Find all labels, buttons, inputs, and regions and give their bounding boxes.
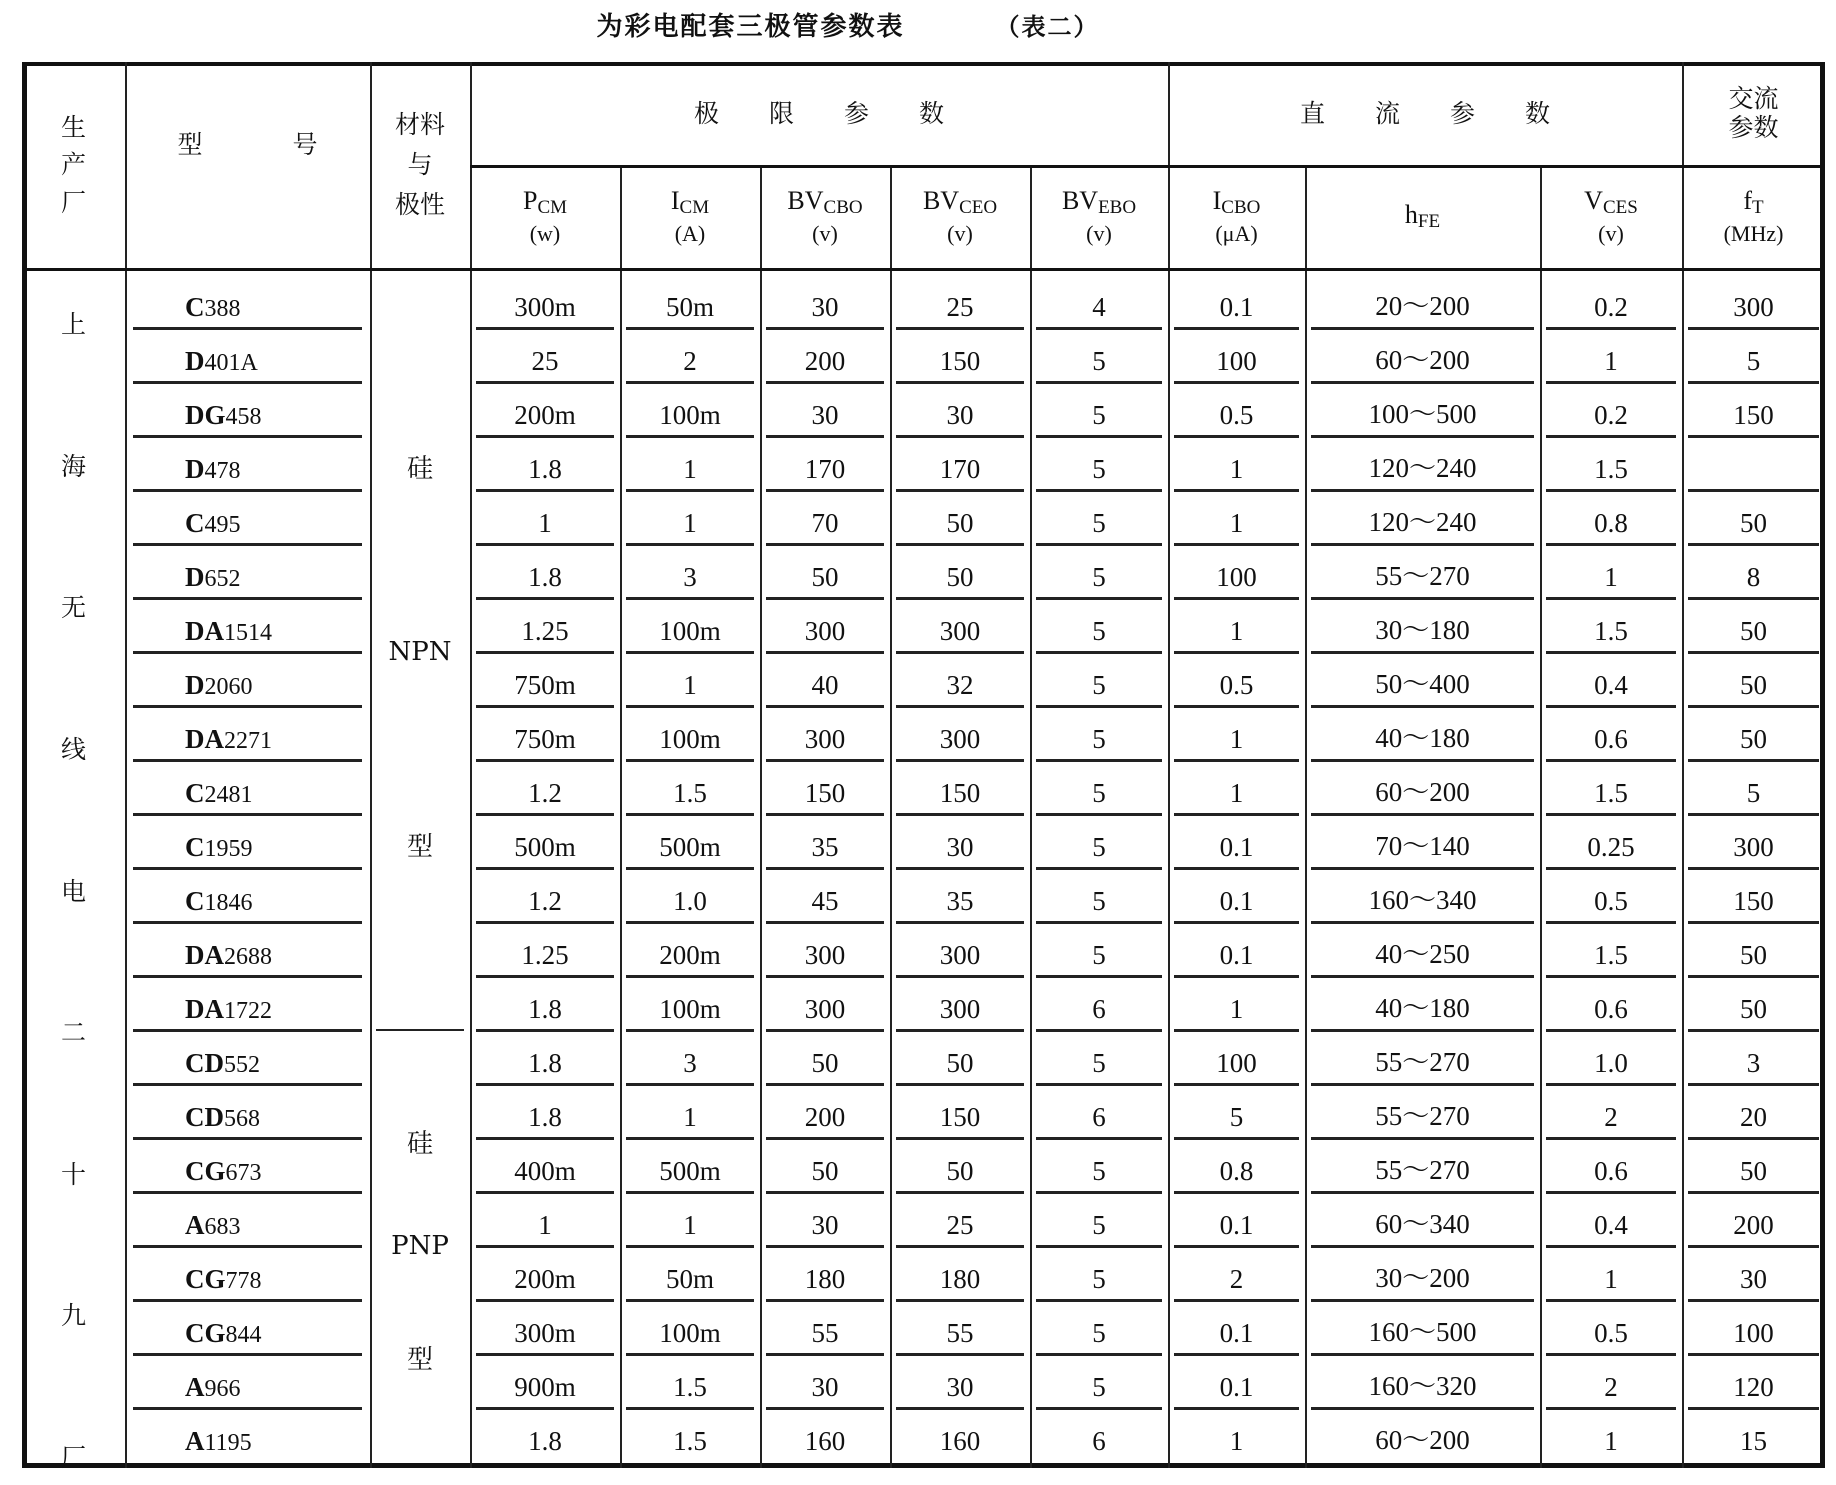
data-cell: 50 (1740, 508, 1767, 538)
material-label (370, 637, 470, 667)
data-cell: 1 (683, 1210, 697, 1240)
data-cell: 1 (683, 454, 697, 484)
header-line: 与 (407, 150, 433, 179)
data-cell: 0.4 (1594, 670, 1628, 700)
data-cell: 5 (1092, 1318, 1106, 1348)
data-cell: 5 (1746, 346, 1761, 376)
data-cell: 70 (811, 508, 839, 538)
data-cell: 60～200 (1375, 345, 1470, 375)
data-cell: 1.5 (673, 1426, 707, 1456)
data-cell: 300 (804, 616, 846, 646)
data-cell: 150 (939, 778, 981, 808)
manufacturer-char: 厂 (60, 1443, 86, 1472)
data-cell: 70～140 (1375, 831, 1470, 861)
data-cell: 300 (939, 940, 981, 970)
model-D478: D 478 (185, 454, 241, 484)
data-cell: 5 (1092, 1048, 1106, 1078)
data-cell: 0.1 (1219, 1210, 1254, 1240)
data-cell: 8 (1746, 562, 1761, 592)
header-col-bvcbo (760, 165, 890, 268)
param-unit: (v) (947, 221, 973, 247)
data-cell: 5 (1092, 346, 1106, 376)
data-cell: 0.5 (1594, 1318, 1628, 1348)
param-unit: (v) (812, 221, 838, 247)
header-col-hfe (1305, 165, 1540, 268)
data-cell: 5 (1092, 778, 1106, 808)
data-cell: 0.4 (1594, 1210, 1628, 1240)
data-cell: 1.8 (528, 1102, 562, 1132)
data-cell: 200 (804, 1102, 846, 1132)
model-D2060: D 2060 (185, 670, 253, 700)
data-cell: 1.0 (673, 886, 707, 916)
param-symbol: $BV_{CEO}$ (922, 186, 998, 219)
header-char: 号 (292, 130, 318, 160)
data-cell: 300m (514, 1318, 576, 1348)
model-A1195: A 1195 (185, 1426, 252, 1456)
data-cell: 150 (939, 346, 981, 376)
model-C1959: C 1959 (185, 832, 253, 862)
model-CG844: CG 844 (185, 1318, 262, 1348)
header-char: 生 (60, 112, 86, 142)
data-cell: 300 (939, 724, 981, 754)
row-divider (376, 1029, 464, 1031)
data-cell: 3 (683, 1048, 697, 1078)
param-symbol: $h_{FE}$ (1404, 200, 1441, 233)
data-cell: 0.2 (1594, 292, 1628, 322)
data-cell: 0.25 (1587, 832, 1635, 862)
material-label (370, 1123, 470, 1160)
data-cell: 300 (804, 724, 846, 754)
data-cell (1682, 437, 1825, 491)
param-symbol: $BV_{CBO}$ (787, 186, 863, 219)
data-cell: 55 (946, 1318, 974, 1348)
data-cell: 50m (665, 1264, 714, 1294)
data-cell: 15 (1740, 1426, 1767, 1456)
data-cell: 35 (946, 886, 974, 916)
header-line: 极性 (394, 190, 445, 219)
data-cell: 150 (804, 778, 846, 808)
data-cell: 1 (683, 1102, 697, 1132)
data-cell: 0.2 (1594, 400, 1628, 430)
data-cell: 100 (1733, 1318, 1774, 1348)
data-cell: 1.2 (528, 778, 562, 808)
manufacturer-char: 二 (60, 1018, 86, 1048)
data-cell: 0.8 (1219, 1156, 1254, 1186)
data-cell: 30～200 (1375, 1263, 1470, 1293)
data-cell: 6 (1092, 1102, 1106, 1132)
model-CD552: CD 552 (185, 1048, 260, 1078)
header-col-pcm (470, 165, 620, 268)
data-cell: 0.1 (1219, 1372, 1254, 1402)
param-unit: (μA) (1215, 221, 1258, 247)
data-cell: 55～270 (1375, 1047, 1470, 1077)
data-cell: 100 (1216, 1048, 1257, 1078)
model-CD568: CD 568 (185, 1102, 260, 1132)
header-manufacturer (22, 62, 125, 268)
data-cell: 25 (531, 346, 559, 376)
data-cell: 0.5 (1219, 400, 1254, 430)
data-cell: 200 (1733, 1210, 1774, 1240)
data-cell: 180 (804, 1264, 846, 1294)
data-cell: 5 (1092, 832, 1106, 862)
data-cell: 5 (1092, 562, 1106, 592)
data-cell: 5 (1092, 940, 1106, 970)
model-D652: D 652 (185, 562, 241, 592)
data-cell: 6 (1092, 994, 1106, 1024)
data-cell: 1 (538, 1210, 552, 1240)
data-cell: 5 (1092, 616, 1106, 646)
data-cell: 1.5 (1594, 778, 1628, 808)
data-cell: 1.2 (528, 886, 562, 916)
model-C388: C 388 (185, 292, 241, 322)
material-text: 硅 (406, 1129, 433, 1159)
material-text: 硅 (406, 454, 433, 484)
data-cell: 1.8 (528, 562, 562, 592)
data-cell: 1.8 (528, 994, 562, 1024)
data-cell: 160～320 (1368, 1371, 1477, 1401)
material-text: 型 (406, 1345, 433, 1375)
data-cell: 300 (939, 616, 981, 646)
data-cell: 1.0 (1594, 1048, 1628, 1078)
data-cell: 32 (946, 670, 974, 700)
data-cell: 300 (1733, 292, 1774, 322)
param-unit: (MHz) (1723, 221, 1784, 247)
material-label (370, 826, 470, 863)
data-cell: 300 (939, 994, 981, 1024)
data-cell: 0.6 (1594, 994, 1628, 1024)
data-cell: 100m (659, 616, 721, 646)
data-cell: 30～180 (1375, 615, 1470, 645)
header-char: 型 (177, 130, 203, 160)
data-cell: 160 (939, 1426, 981, 1456)
model-DA1722: DA 1722 (185, 994, 272, 1024)
data-cell: 1 (1604, 346, 1618, 376)
table-title (0, 6, 1836, 43)
data-cell: 50 (1740, 724, 1767, 754)
data-cell: 1.8 (528, 454, 562, 484)
data-cell: 1 (1604, 1264, 1618, 1294)
data-cell: 2 (683, 346, 697, 376)
data-cell: 5 (1092, 724, 1106, 754)
data-cell: 1 (683, 670, 697, 700)
data-cell: 170 (939, 454, 981, 484)
data-cell: 5 (1092, 1264, 1106, 1294)
data-cell: 5 (1092, 670, 1106, 700)
data-cell: 55～270 (1375, 561, 1470, 591)
data-cell: 1 (538, 508, 552, 538)
data-cell: 750m (514, 670, 576, 700)
data-cell: 1.25 (521, 616, 569, 646)
model-C495: C 495 (185, 508, 241, 538)
data-cell: 20～200 (1375, 291, 1470, 321)
data-cell: 160～500 (1368, 1317, 1477, 1347)
data-cell: 25 (946, 292, 974, 322)
data-cell: 180 (939, 1264, 981, 1294)
data-cell: 50 (811, 1048, 839, 1078)
material-text: 型 (406, 832, 433, 862)
data-cell: 120 (1733, 1372, 1774, 1402)
data-cell: 60～340 (1375, 1209, 1470, 1239)
param-symbol: $BV_{EBO}$ (1061, 186, 1137, 219)
manufacturer-char: 线 (60, 734, 86, 764)
model-C2481: C 2481 (185, 778, 253, 808)
row-divider (22, 268, 1825, 271)
data-cell: 20 (1740, 1102, 1767, 1132)
data-cell: 1.5 (1594, 454, 1628, 484)
data-cell: 1 (1229, 508, 1244, 538)
model-DG458: DG 458 (185, 400, 262, 430)
data-cell: 50 (946, 508, 974, 538)
header-material (370, 62, 470, 268)
data-cell: 30 (946, 400, 974, 430)
data-cell: 1 (1229, 454, 1244, 484)
data-cell: 55～270 (1375, 1101, 1470, 1131)
data-cell: 900m (514, 1372, 576, 1402)
data-cell: 5 (1229, 1102, 1244, 1132)
data-cell: 30 (1740, 1264, 1767, 1294)
data-cell: 30 (811, 1210, 839, 1240)
data-cell: 2 (1604, 1372, 1618, 1402)
model-CG778: CG 778 (185, 1264, 262, 1294)
material-text: NPN (388, 637, 452, 667)
model-DA1514: DA 1514 (185, 616, 272, 646)
data-cell: 55～270 (1375, 1155, 1470, 1185)
header-group-ac (1682, 62, 1825, 165)
header-group-limit: 极 限 参 数 (693, 98, 944, 128)
data-cell: 60～200 (1375, 1425, 1470, 1455)
data-cell: 5 (1092, 1372, 1106, 1402)
data-cell: 100m (659, 994, 721, 1024)
data-cell: 50 (811, 562, 839, 592)
data-cell: 100m (659, 400, 721, 430)
data-cell: 170 (804, 454, 846, 484)
data-cell: 200 (804, 346, 846, 376)
model-A683: A 683 (185, 1210, 241, 1240)
param-symbol: $V_{CES}$ (1584, 186, 1638, 219)
data-cell: 40～180 (1375, 723, 1470, 753)
header-col-icm (620, 165, 760, 268)
param-unit: (A) (674, 221, 706, 247)
data-cell: 1 (1229, 1426, 1244, 1456)
data-cell: 160 (804, 1426, 846, 1456)
data-cell: 500m (659, 1156, 721, 1186)
data-cell: 50 (811, 1156, 839, 1186)
data-cell: 1.5 (673, 1372, 707, 1402)
manufacturer-char: 九 (60, 1301, 86, 1331)
data-cell: 5 (1092, 454, 1106, 484)
header-col-icbo (1168, 165, 1305, 268)
header-line: 材料 (394, 110, 445, 139)
data-cell: 40 (811, 670, 839, 700)
data-cell: 1 (1229, 994, 1244, 1024)
data-cell: 0.1 (1219, 1318, 1254, 1348)
data-cell: 35 (811, 832, 839, 862)
manufacturer-char: 无 (60, 593, 86, 623)
data-cell: 4 (1092, 292, 1106, 322)
data-cell: 2 (1229, 1264, 1244, 1294)
data-cell: 0.6 (1594, 724, 1628, 754)
data-cell: 0.5 (1219, 670, 1254, 700)
header-col-bvebo (1030, 165, 1168, 268)
data-cell: 5 (1092, 400, 1106, 430)
param-unit: (w) (529, 221, 561, 247)
data-cell: 1.5 (673, 778, 707, 808)
material-text: PNP (391, 1231, 449, 1261)
data-cell: 160～340 (1368, 885, 1477, 915)
data-cell: 300 (804, 940, 846, 970)
title-sub: （表二） (995, 13, 1100, 41)
data-cell: 300m (514, 292, 576, 322)
material-label (370, 1231, 470, 1261)
data-cell: 50 (1740, 994, 1767, 1024)
param-unit: (v) (1086, 221, 1112, 247)
data-cell: 120～240 (1368, 507, 1477, 537)
data-cell: 30 (811, 400, 839, 430)
manufacturer-char: 海 (60, 451, 86, 481)
data-cell: 1 (1604, 562, 1618, 592)
data-cell: 2 (1604, 1102, 1618, 1132)
data-cell: 50～400 (1375, 669, 1470, 699)
material-label (370, 448, 470, 485)
data-cell: 50 (1740, 940, 1767, 970)
material-label (370, 1339, 470, 1376)
model-CG673: CG 673 (185, 1156, 262, 1186)
param-symbol: $I_{CM}$ (670, 186, 710, 219)
manufacturer-char: 电 (60, 876, 86, 906)
data-cell: 1 (683, 508, 697, 538)
model-D401A: D 401A (185, 346, 258, 376)
param-unit: (v) (1598, 221, 1624, 247)
data-cell: 30 (946, 832, 974, 862)
data-cell: 500m (659, 832, 721, 862)
header-model (125, 62, 370, 228)
data-cell: 30 (811, 1372, 839, 1402)
data-cell: 150 (1733, 400, 1774, 430)
header-col-ft (1682, 165, 1825, 268)
data-cell: 100～500 (1368, 399, 1477, 429)
data-cell: 100m (659, 724, 721, 754)
data-cell: 1.5 (1594, 940, 1628, 970)
data-cell: 3 (683, 562, 697, 592)
data-cell: 500m (514, 832, 576, 862)
model-A966: A 966 (185, 1372, 241, 1402)
header-col-bvceo (890, 165, 1030, 268)
data-cell: 5 (1092, 508, 1106, 538)
data-cell: 50 (1740, 616, 1767, 646)
data-cell: 5 (1092, 1210, 1106, 1240)
data-cell: 50 (946, 1156, 974, 1186)
data-cell: 0.1 (1219, 940, 1254, 970)
data-cell: 200m (659, 940, 721, 970)
header-char: 厂 (60, 187, 86, 217)
data-cell: 300 (1733, 832, 1774, 862)
data-cell: 0.6 (1594, 1156, 1628, 1186)
data-cell: 5 (1092, 1156, 1106, 1186)
data-cell: 750m (514, 724, 576, 754)
data-cell: 200m (514, 400, 576, 430)
data-cell: 45 (811, 886, 839, 916)
data-cell: 50 (946, 1048, 974, 1078)
header-col-vces (1540, 165, 1682, 268)
data-cell: 1.8 (528, 1048, 562, 1078)
data-cell: 5 (1092, 886, 1106, 916)
data-cell: 1 (1229, 778, 1244, 808)
data-cell: 6 (1092, 1426, 1106, 1456)
data-cell: 40～180 (1375, 993, 1470, 1023)
data-cell: 300 (804, 994, 846, 1024)
data-cell: 1 (1229, 724, 1244, 754)
data-cell: 1.8 (528, 1426, 562, 1456)
data-cell: 5 (1746, 778, 1761, 808)
data-cell: 0.1 (1219, 832, 1254, 862)
data-cell: 30 (811, 292, 839, 322)
data-cell: 200m (514, 1264, 576, 1294)
data-cell: 1 (1604, 1426, 1618, 1456)
model-C1846: C 1846 (185, 886, 253, 916)
header-char: 产 (60, 150, 86, 180)
param-symbol: $P_{CM}$ (522, 186, 568, 219)
data-cell: 30 (946, 1372, 974, 1402)
data-cell: 0.8 (1594, 508, 1628, 538)
param-symbol: $I_{CBO}$ (1212, 186, 1261, 219)
data-cell: 50 (1740, 670, 1767, 700)
data-cell: 120～240 (1368, 453, 1477, 483)
data-cell: 50 (1740, 1156, 1767, 1186)
model-DA2271: DA 2271 (185, 724, 272, 754)
data-cell: 50 (946, 562, 974, 592)
data-cell: 0.1 (1219, 292, 1254, 322)
data-cell: 1.5 (1594, 616, 1628, 646)
data-cell: 40～250 (1375, 939, 1470, 969)
header-line: 交流 (1728, 83, 1779, 113)
data-cell: 3 (1746, 1048, 1761, 1078)
model-DA2688: DA 2688 (185, 940, 272, 970)
data-cell: 50m (665, 292, 714, 322)
manufacturer-char: 十 (60, 1159, 86, 1189)
data-cell: 0.5 (1594, 886, 1628, 916)
data-cell: 150 (939, 1102, 981, 1132)
title-main: 为彩电配套三极管参数表 (596, 12, 905, 42)
data-cell: 400m (514, 1156, 576, 1186)
data-cell: 1 (1229, 616, 1244, 646)
data-cell: 100m (659, 1318, 721, 1348)
data-cell: 0.1 (1219, 886, 1254, 916)
data-cell: 100 (1216, 562, 1257, 592)
data-cell: 60～200 (1375, 777, 1470, 807)
data-cell: 55 (811, 1318, 839, 1348)
data-cell: 100 (1216, 346, 1257, 376)
data-cell: 1.25 (521, 940, 569, 970)
manufacturer-char: 上 (60, 310, 86, 339)
param-symbol: $f_T$ (1743, 186, 1764, 219)
data-cell: 25 (946, 1210, 974, 1240)
header-group-dc: 直 流 参 数 (1299, 98, 1550, 128)
header-line: 参数 (1728, 112, 1779, 142)
data-cell: 150 (1733, 886, 1774, 916)
